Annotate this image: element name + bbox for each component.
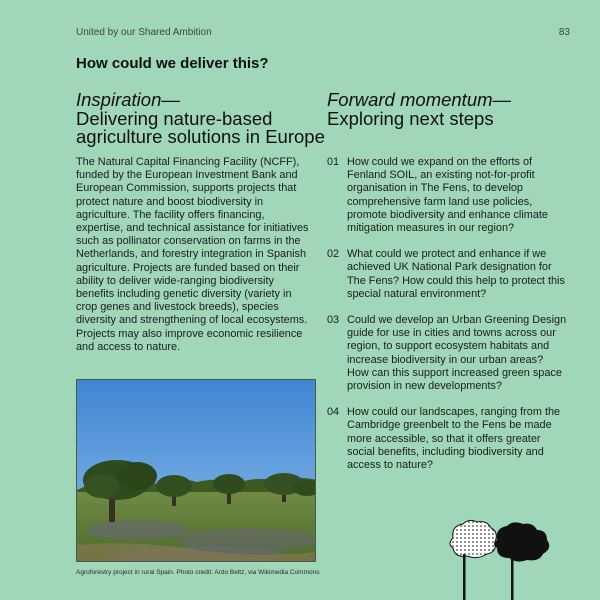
section-heading: How could we deliver this? xyxy=(76,55,269,72)
inspiration-kicker: Inspiration— xyxy=(76,89,180,110)
question-text: How could our landscapes, ranging from the Cambridge greenbelt to the Fens be made more accessible, so that it offers greater social benefits, including biodiversity and access to nature? xyxy=(347,406,561,472)
list-item xyxy=(327,406,567,472)
inspiration-heading xyxy=(76,91,326,147)
forward-title: Exploring next steps xyxy=(327,107,494,129)
inspiration-title: Delivering nature-based agriculture solutions in Europe xyxy=(76,107,325,147)
question-text: How could we expand on the efforts of Fenland SOIL, an existing not-for-profit organisation in The Fens, to develop comprehensive farm land use policies, promote biodiversity and enhance climate mitigation measures in our region? xyxy=(347,156,548,235)
forward-heading xyxy=(327,91,577,128)
question-number: 01 xyxy=(327,156,340,168)
question-number: 03 xyxy=(327,314,340,327)
question-text: Could we develop an Urban Greening Design guide for use in cities and towns across our region, to support ecosystem habitats and increase biodiversity in our urban areas? How can this support increased green space provision in new developments? xyxy=(347,314,567,393)
list-item xyxy=(327,248,567,301)
photo-caption: Agroforestry project in rural Spain. Photo credit: Ardo Beltz, via Wikimedia Commons xyxy=(76,569,320,576)
tree-illustration xyxy=(447,516,557,600)
question-number: 04 xyxy=(327,406,340,419)
running-header: United by our Shared Ambition xyxy=(76,27,212,38)
question-number: 02 xyxy=(327,248,340,261)
question-text: What could we protect and enhance if we achieved UK National Park designation for The Fens? How could this help to protect this special natural environment? xyxy=(347,248,565,300)
question-list xyxy=(327,156,567,472)
inspiration-body: The Natural Capital Financing Facility (NCFF), funded by the European Investment Bank and European Commission, supports projects that protect nature and boost biodiversity in agriculture. The facility offers financing, expertise, and technical assistance for initiatives such as pollinator conservation on farms in the Netherlands, and forestry integration in Spanish agriculture. Projects are funded based on their ability to deliver wide-ranging biodiversity benefits including genetic diversity (variety in crop genes and livestock breeds), species diversity and strengthening of local ecosystems. Projects may also improve economic resilience and access to nature. xyxy=(76,156,309,353)
list-item xyxy=(327,314,567,393)
list-item xyxy=(327,156,567,235)
forward-kicker: Forward momentum— xyxy=(327,89,512,110)
page-number: 83 xyxy=(558,27,570,38)
agroforestry-photo xyxy=(76,379,316,562)
